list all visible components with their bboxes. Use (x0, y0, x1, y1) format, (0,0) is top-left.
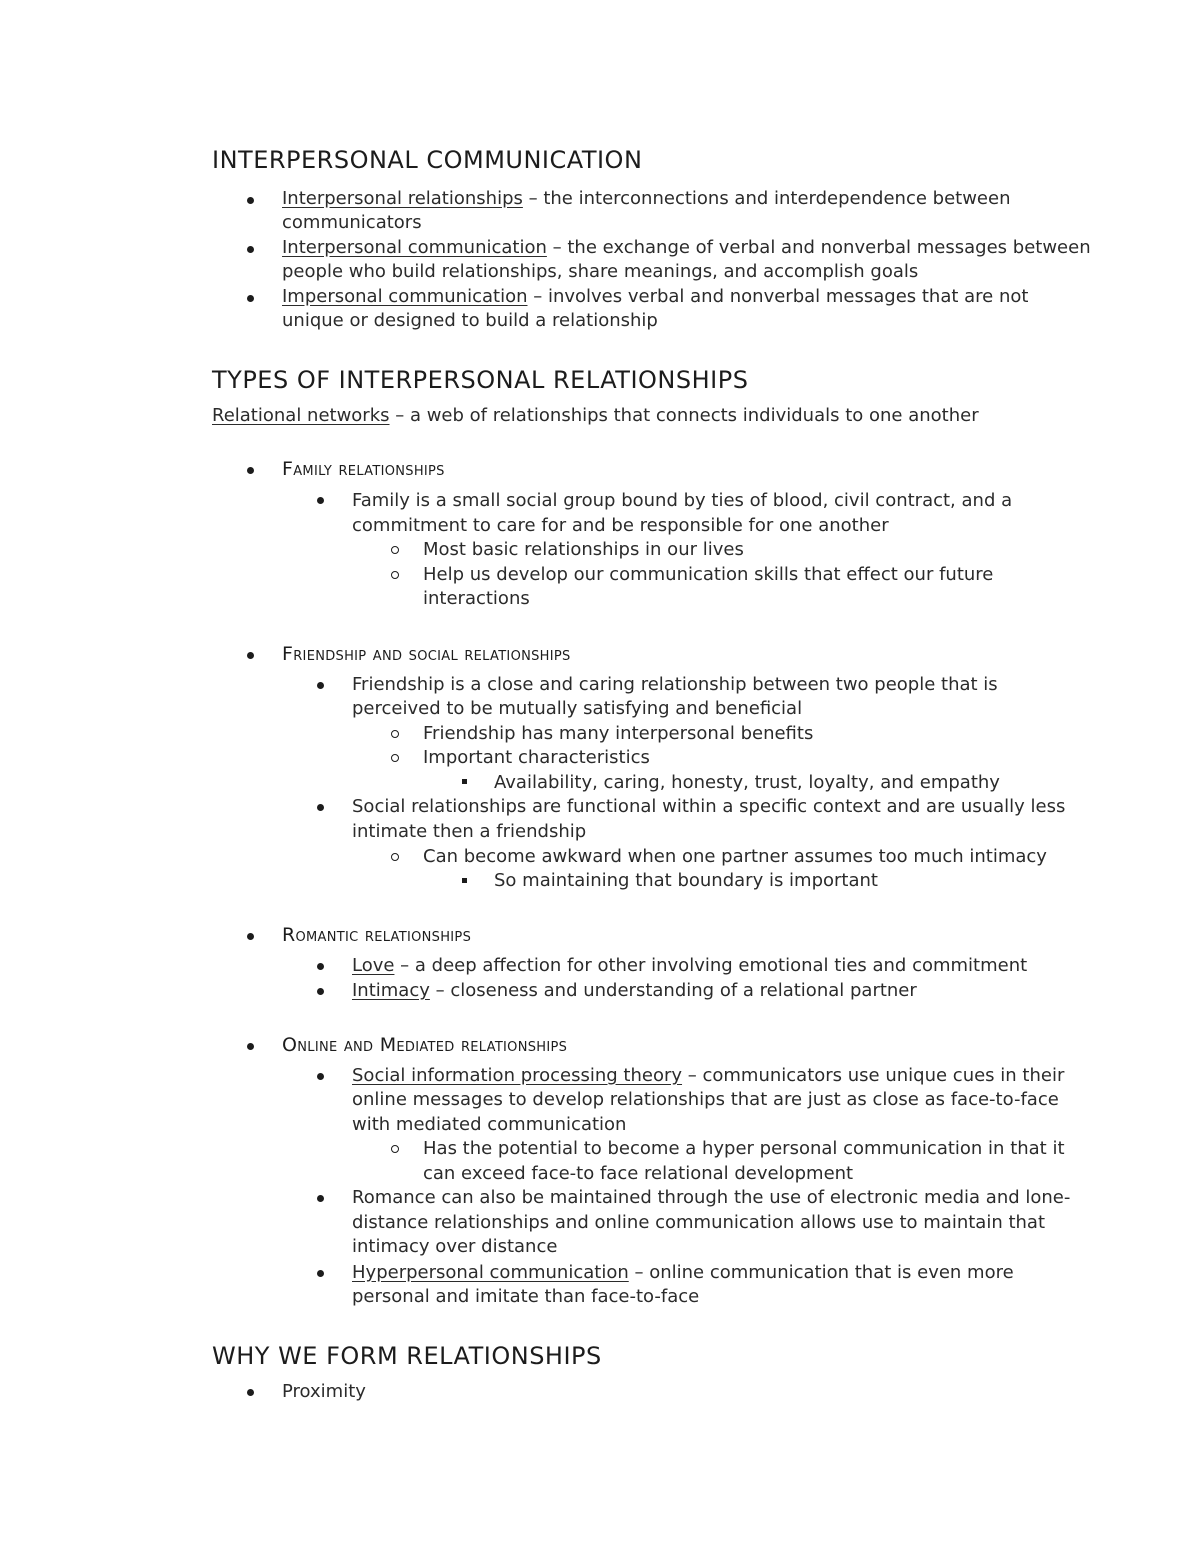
definition-text: – communicators use unique cues in their (682, 1065, 1065, 1086)
bullet-icon (247, 295, 254, 302)
section-heading-types: TYPES OF INTERPERSONAL RELATIONSHIPS (212, 366, 749, 394)
definition-text: – a web of relationships that connects individuals to one another (389, 405, 979, 426)
circle-bullet-icon (391, 571, 399, 579)
subheading-friendship: Friendship and social relationships (282, 643, 571, 665)
subheading-online: Online and Mediated relationships (282, 1034, 568, 1056)
bullet-icon (317, 804, 324, 811)
list-item: Friendship is a close and caring relationship between two people that is (352, 674, 998, 695)
bullet-icon (247, 197, 254, 204)
circle-bullet-icon (391, 853, 399, 861)
term: Love (352, 955, 395, 976)
term: Interpersonal relationships (282, 188, 523, 209)
list-item: Most basic relationships in our lives (423, 539, 744, 560)
intro-definition (212, 404, 979, 429)
section-heading-interpersonal-communication: INTERPERSONAL COMMUNICATION (212, 146, 643, 174)
definition-item (352, 979, 917, 1004)
list-item: Availability, caring, honesty, trust, loyalty, and empathy (494, 772, 1000, 793)
bullet-icon (317, 963, 324, 970)
list-item-continuation: personal and imitate than face-to-face (352, 1286, 700, 1307)
bullet-icon (317, 1195, 324, 1202)
square-bullet-icon (462, 878, 467, 883)
subheading-romantic: Romantic relationships (282, 924, 472, 946)
list-item: Friendship has many interpersonal benefits (423, 723, 814, 744)
definition-continuation: unique or designed to build a relationship (282, 310, 658, 331)
circle-bullet-icon (391, 754, 399, 762)
definition-item (282, 187, 1010, 212)
definition-item (352, 1064, 1064, 1089)
list-item: So maintaining that boundary is important (494, 870, 878, 891)
list-item: Can become awkward when one partner assumes too much intimacy (423, 846, 1047, 867)
definition-item (282, 285, 1028, 310)
bullet-icon (317, 497, 324, 504)
definition-continuation: people who build relationships, share meanings, and accomplish goals (282, 261, 919, 282)
bullet-icon (247, 933, 254, 940)
definition-text: – closeness and understanding of a relational partner (429, 980, 917, 1001)
term: Social information processing theory (352, 1065, 683, 1086)
square-bullet-icon (462, 779, 467, 784)
definition-text: – a deep affection for other involving emotional ties and commitment (394, 955, 1028, 976)
list-item: Help us develop our communication skills that effect our future (423, 564, 994, 585)
bullet-icon (247, 1043, 254, 1050)
list-item-continuation: intimate then a friendship (352, 821, 587, 842)
list-item: Social relationships are functional within a specific context and are usually less (352, 796, 1066, 817)
term: Hyperpersonal communication (352, 1262, 629, 1283)
list-item: Romance can also be maintained through the use of electronic media and lone- (352, 1187, 1071, 1208)
circle-bullet-icon (391, 546, 399, 554)
list-item: Proximity (282, 1381, 366, 1402)
list-item: Important characteristics (423, 747, 650, 768)
list-item-continuation: perceived to be mutually satisfying and beneficial (352, 698, 803, 719)
definition-text: – the interconnections and interdependence between (522, 188, 1011, 209)
list-item: Has the potential to become a hyper personal communication in that it (423, 1138, 1065, 1159)
list-item: Family is a small social group bound by ties of blood, civil contract, and a (352, 490, 1013, 511)
list-item-continuation: interactions (423, 588, 530, 609)
circle-bullet-icon (391, 1145, 399, 1153)
term: Relational networks (212, 405, 390, 426)
list-item-continuation: with mediated communication (352, 1114, 627, 1135)
list-item-continuation: can exceed face-to face relational development (423, 1163, 854, 1184)
term: Intimacy (352, 980, 430, 1001)
bullet-icon (247, 652, 254, 659)
bullet-icon (317, 988, 324, 995)
circle-bullet-icon (391, 730, 399, 738)
definition-text: – the exchange of verbal and nonverbal messages between (546, 237, 1091, 258)
bullet-icon (317, 1270, 324, 1277)
definition-item (352, 954, 1027, 979)
list-item-continuation: distance relationships and online communication allows use to maintain that (352, 1212, 1046, 1233)
bullet-icon (247, 1389, 254, 1396)
definition-item (282, 236, 1091, 261)
definition-continuation: communicators (282, 212, 422, 233)
section-heading-why-we-form: WHY WE FORM RELATIONSHIPS (212, 1342, 602, 1370)
bullet-icon (247, 467, 254, 474)
definition-text: – online communication that is even more (628, 1262, 1014, 1283)
list-item-continuation: intimacy over distance (352, 1236, 558, 1257)
list-item-continuation: online messages to develop relationships that are just as close as face-to-face (352, 1089, 1059, 1110)
list-item-continuation: commitment to care for and be responsible for one another (352, 515, 889, 536)
bullet-icon (247, 246, 254, 253)
bullet-icon (317, 1073, 324, 1080)
term: Impersonal communication (282, 286, 528, 307)
bullet-icon (317, 682, 324, 689)
term: Interpersonal communication (282, 237, 547, 258)
subheading-family: Family relationships (282, 458, 445, 480)
definition-item (352, 1261, 1014, 1286)
definition-text: – involves verbal and nonverbal messages that are not (527, 286, 1029, 307)
